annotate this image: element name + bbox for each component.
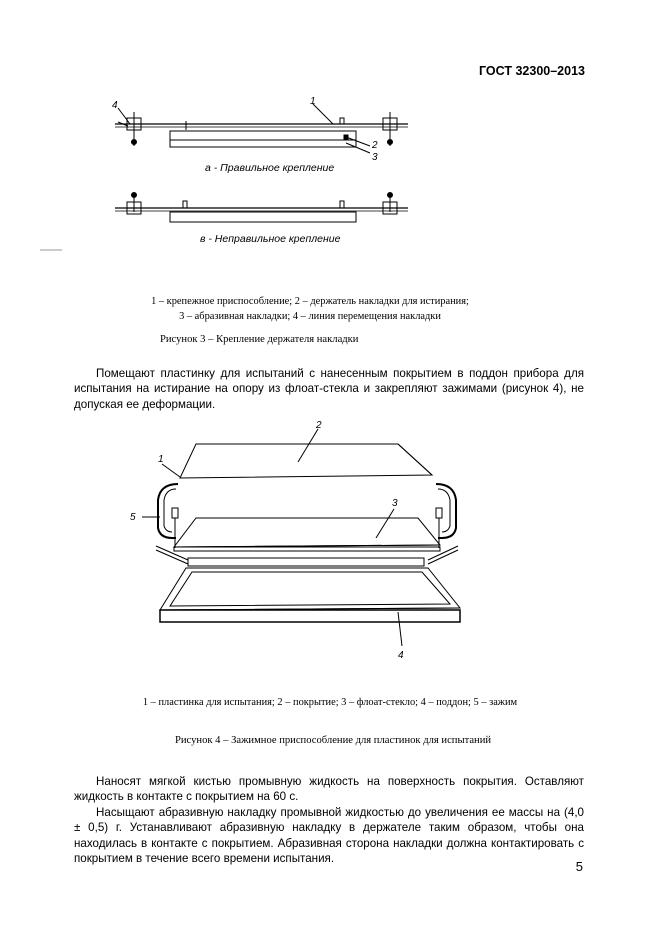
figure-3-legend-line2: 3 – абразивная накладки; 4 – линия перемещения накладки [179, 311, 441, 322]
figure-3b-caption: в - Неправильное крепление [200, 233, 341, 245]
document-header: ГОСТ 32300–2013 [479, 64, 585, 78]
figure-3a-caption: а - Правильное крепление [205, 162, 335, 174]
figure-4-legend: 1 – пластинка для испытания; 2 – покрытие; 3 – флоат-стекло; 4 – поддон; 5 – зажим [142, 697, 518, 708]
figure-4-drawing [0, 400, 661, 660]
figure-3-legend-line1: 1 – крепежное приспособление; 2 – держатель накладки для истирания; [151, 296, 469, 307]
fig4-label-3: 3 [392, 498, 398, 509]
figure-3-drawing [0, 0, 661, 260]
paragraph-1: Помещают пластинку для испытаний с нанесенным покрытием в поддон прибора для испытания на истирание на опору из флоат-стекла и закрепляют зажимами (рисунок 4), не допуская ее деформации. [74, 367, 584, 411]
fig4-label-5: 5 [130, 512, 136, 523]
fig4-label-2: 2 [316, 420, 322, 431]
figure-3-title: Рисунок 3 – Крепление держателя накладки [160, 334, 359, 345]
fig3-label-1: 1 [310, 96, 316, 107]
paragraph-3: Насыщают абразивную накладку промывной жидкостью до увеличения ее массы на (4,0 ± 0,5) г. Устанавливают абразивную накладку в держателе таким образом, чтобы она находилась в контакте с покрытием. Абразивная сторона накладки должна контактировать с покрытием в течение всего времени испытания. [74, 806, 584, 866]
fig3-label-4: 4 [112, 100, 118, 111]
page-number: 5 [575, 859, 583, 874]
fig3-label-3: 3 [372, 152, 378, 163]
fig3-label-2: 2 [372, 140, 378, 151]
fig4-label-1: 1 [158, 454, 164, 465]
paragraph-2: Наносят мягкой кистью промывную жидкость на поверхность покрытия. Оставляют жидкость в контакте с покрытием на 60 с. [74, 775, 584, 804]
fig4-label-4: 4 [398, 650, 404, 660]
figure-4-title: Рисунок 4 – Зажимное приспособление для пластинок для испытаний [175, 735, 492, 746]
